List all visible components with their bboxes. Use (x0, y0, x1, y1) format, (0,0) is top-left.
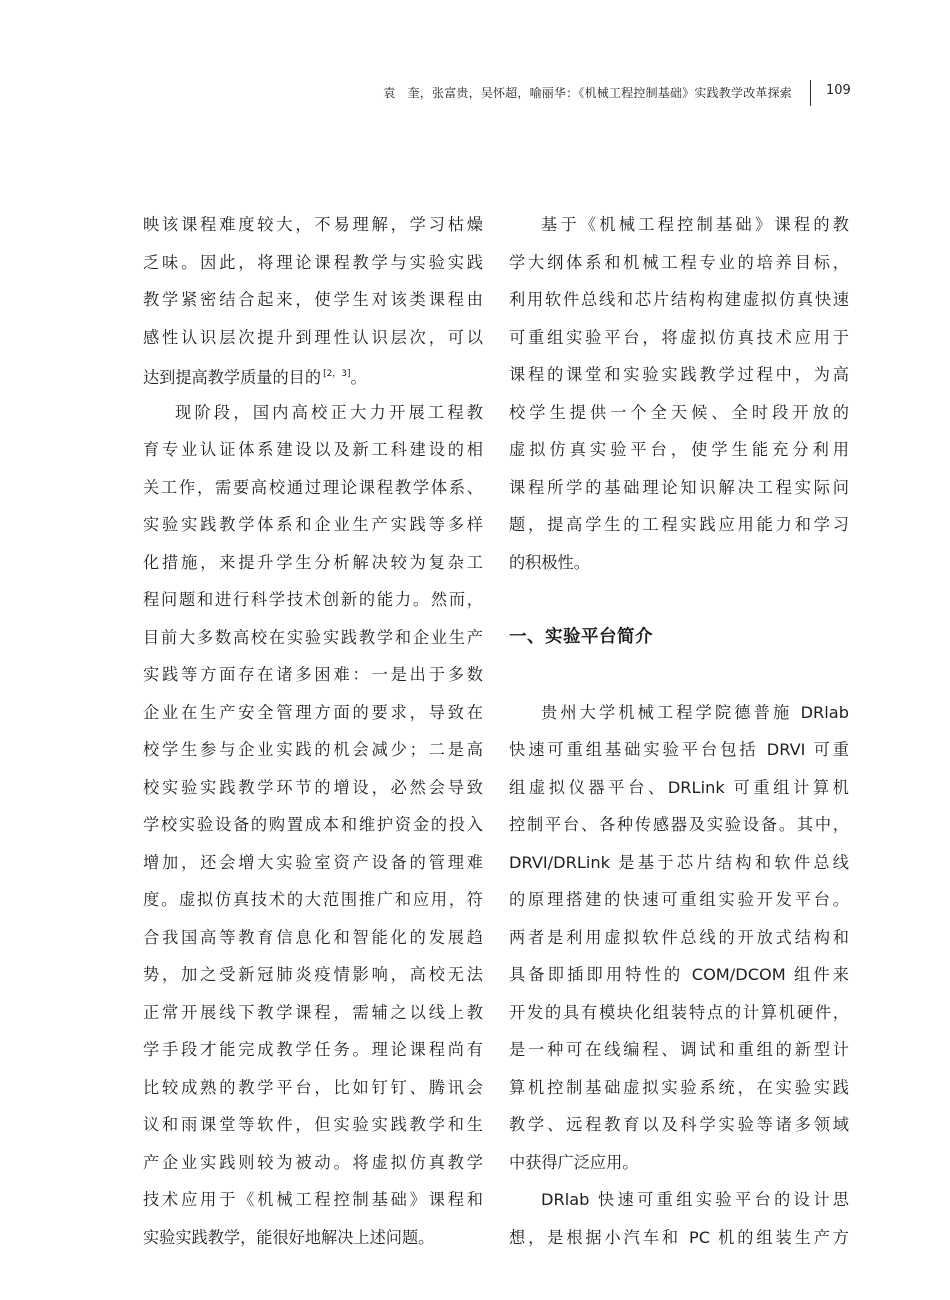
text-line: 学手段才能完成教学任务。理论课程尚有 (143, 1040, 483, 1059)
paragraph-platform-goal (509, 206, 849, 581)
text-fragment: 。 (350, 368, 367, 387)
text-line: 控制平台、各种传感器及实验设备。其中， (509, 815, 849, 834)
text-line: 实验实践教学体系和企业生产实践等多样 (143, 515, 483, 534)
section-spacer (509, 656, 849, 694)
text-line: 化措施，来提升学生分析解决较为复杂工 (143, 552, 483, 572)
text-line: 的原理搭建的快速可重组实验开发平台。 (509, 890, 849, 909)
text-line: 校学生提供一个全天候、全时段开放的 (509, 402, 849, 422)
text-line: 开发的具有模块化组装特点的计算机硬件， (509, 1002, 849, 1022)
text-line: 课程所学的基础理论知识解决工程实际问 (509, 477, 849, 497)
text-line: 可重组实验平台，将虚拟仿真技术应用于 (509, 327, 849, 347)
text-line: 两者是利用虚拟软件总线的开放式结构和 (509, 927, 849, 947)
text-line: 课程的课堂和实验实践教学过程中，为高 (509, 365, 849, 384)
section-heading: 一、实验平台简介 (509, 626, 653, 647)
running-head-title: 袁 奎，张富贵，吴怀超，喻丽华：《机械工程控制基础》实践教学改革探索 (383, 86, 792, 100)
text-line: DRVI/DRLink 是基于芯片结构和软件总线 (509, 852, 849, 872)
text-line: 比较成熟的教学平台，比如钉钉、腾讯会 (143, 1077, 483, 1097)
text-line: 目前大多数高校在实验实践教学和企业生产 (143, 627, 483, 647)
page-number: 109 (826, 83, 851, 98)
text-line: 乏味。因此，将理论课程教学与实验实践 (143, 252, 483, 272)
text-line-last: 的积极性。 (509, 552, 590, 572)
text-line: 具备即插即用特性的 COM/DCOM 组件来 (509, 965, 849, 984)
text-line: 程问题和进行科学技术创新的能力。然而， (143, 590, 483, 609)
text-line: 题，提高学生的工程实践应用能力和学习 (509, 515, 849, 534)
text-line: 贵州大学机械工程学院德普施 DRlab (541, 702, 849, 722)
text-line: 校实验实践教学环节的增设，必然会导致 (143, 777, 483, 797)
text-line-last: 实验实践教学，能很好地解决上述问题。 (143, 1227, 435, 1247)
right-column (509, 206, 849, 1256)
running-head (0, 80, 950, 108)
text-fragment: 达到提高教学质量的目的 (143, 368, 322, 387)
text-line: 感性认识层次提升到理性认识层次，可以 (143, 327, 483, 347)
text-line: 议和雨课堂等软件，但实验实践教学和生 (143, 1115, 483, 1134)
paragraph-current-stage (143, 394, 483, 1257)
text-line-last: 中获得广泛应用。 (509, 1152, 639, 1172)
text-line: 校学生参与企业实践的机会减少；二是高 (143, 740, 483, 759)
text-line: 学大纲体系和机械工程专业的培养目标， (509, 252, 849, 272)
left-column (143, 206, 483, 1256)
text-line-last (143, 356, 483, 394)
text-line: 现阶段，国内高校正大力开展工程教 (175, 402, 483, 422)
text-line: 想，是根据小汽车和 PC 机的组装生产方 (509, 1227, 849, 1247)
text-line: 企业在生产安全管理方面的要求，导致在 (143, 702, 483, 722)
text-line: 技术应用于《机械工程控制基础》课程和 (143, 1190, 483, 1209)
text-line: 势，加之受新冠肺炎疫情影响，高校无法 (143, 965, 483, 984)
text-line: DRlab 快速可重组实验平台的设计思 (541, 1190, 849, 1209)
section-spacer (509, 581, 849, 619)
text-line: 增加，还会增大实验室资产设备的管理难 (143, 852, 483, 872)
text-line: 利用软件总线和芯片结构构建虚拟仿真快速 (509, 290, 849, 309)
text-line: 产企业实践则较为被动。将虚拟仿真教学 (143, 1152, 483, 1172)
text-line: 映该课程难度较大，不易理解，学习枯燥 (143, 215, 483, 234)
text-line: 正常开展线下教学课程，需辅之以线上教 (143, 1002, 483, 1022)
text-line: 教学、远程教育以及科学实验等诸多领域 (509, 1115, 849, 1134)
paragraph-platform-intro (509, 694, 849, 1182)
text-line: 合我国高等教育信息化和智能化的发展趋 (143, 927, 483, 947)
paragraph-intro-continued (143, 206, 483, 394)
paragraph-design-idea (509, 1181, 849, 1256)
text-line: 学校实验设备的购置成本和维护资金的投入 (143, 815, 483, 834)
running-head-divider (810, 80, 811, 106)
text-line: 实践等方面存在诸多困难：一是出于多数 (143, 665, 483, 684)
text-line: 虚拟仿真实验平台，使学生能充分利用 (509, 440, 849, 459)
text-line: 快速可重组基础实验平台包括 DRVI 可重 (509, 740, 849, 759)
text-line: 是一种可在线编程、调试和重组的新型计 (509, 1040, 849, 1059)
text-line: 关工作，需要高校通过理论课程教学体系、 (143, 477, 483, 497)
text-line: 算机控制基础虚拟实验系统，在实验实践 (509, 1077, 849, 1097)
citation-ref: [2，3] (323, 369, 351, 379)
text-line: 基于《机械工程控制基础》课程的教 (541, 215, 849, 234)
text-line: 度。虚拟仿真技术的大范围推广和应用，符 (143, 890, 483, 909)
text-line: 教学紧密结合起来，使学生对该类课程由 (143, 290, 483, 309)
text-line: 组虚拟仪器平台、DRLink 可重组计算机 (509, 777, 849, 797)
text-line: 育专业认证体系建设以及新工科建设的相 (143, 440, 483, 459)
